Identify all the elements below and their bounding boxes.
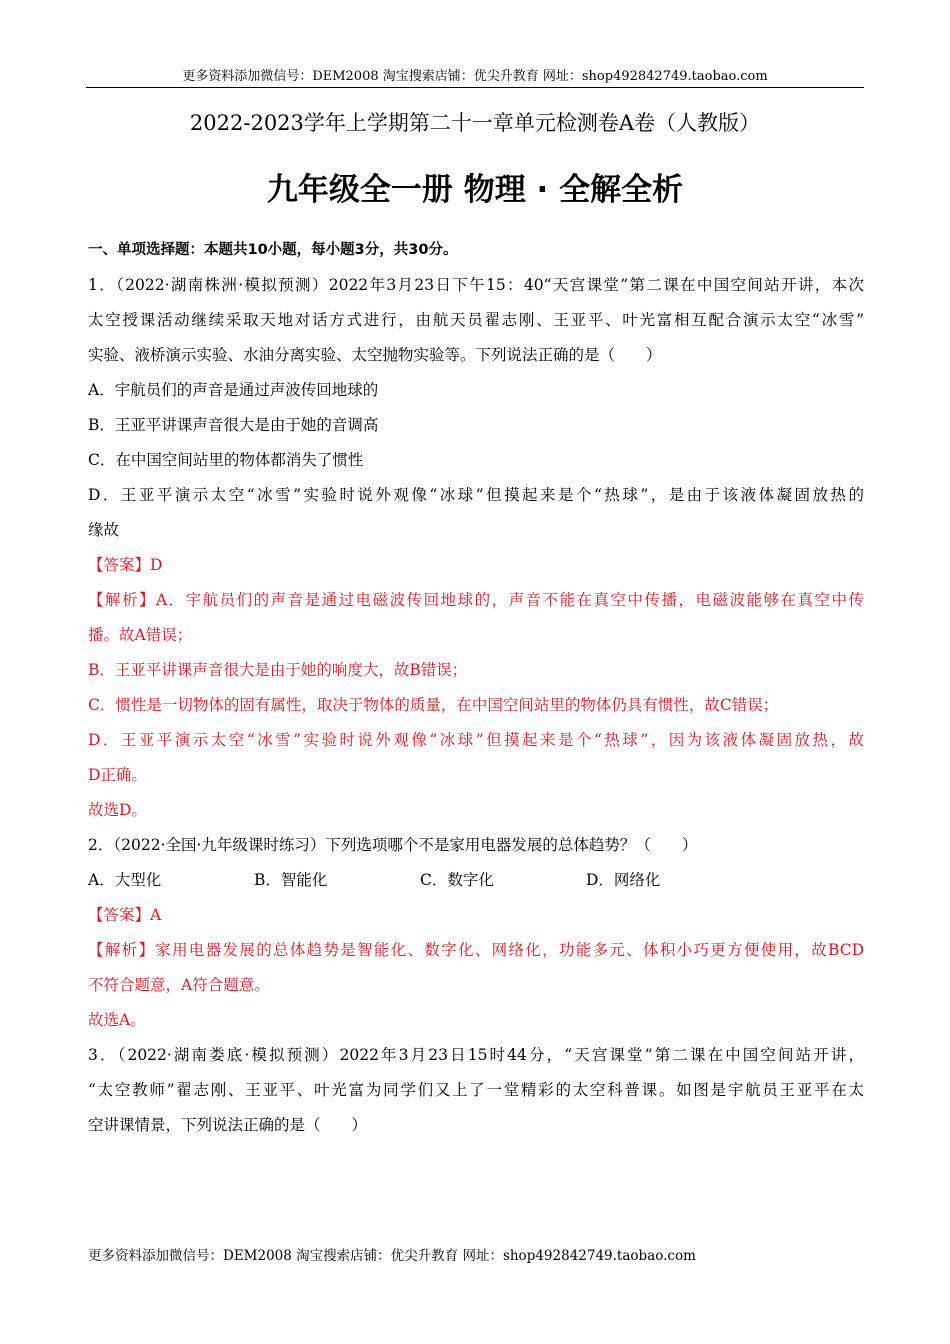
q1-option-d-line-1: D．王亚平演示太空“冰雪”实验时说外观像“冰球”但摸起来是个“热球”，是由于该液体凝固放热的 bbox=[88, 486, 864, 504]
q1-option-d-line-2: 缘故 bbox=[88, 521, 120, 539]
q2-stem: 2．（2022·全国·九年级课时练习）下列选项哪个不是家用电器发展的总体趋势？（ ） bbox=[88, 836, 698, 854]
q1-choice: 故选D。 bbox=[88, 801, 147, 819]
q2-option-c: C．数字化 bbox=[420, 871, 494, 889]
section-heading: 一、单项选择题：本题共10小题，每小题3分，共30分。 bbox=[88, 242, 458, 258]
q2-option-b: B．智能化 bbox=[254, 871, 328, 889]
q1-stem-line-3: 实验、液桥演示实验、水油分离实验、太空抛物实验等。下列说法正确的是（ ） bbox=[88, 346, 662, 364]
q2-choice: 故选A。 bbox=[88, 1011, 146, 1029]
q1-stem-line-1: 1．（2022·湖南株洲·模拟预测）2022年3月23日下午15：40“天宫课堂”第二课在中国空间站开讲，本次 bbox=[88, 276, 864, 294]
q2-options bbox=[88, 863, 864, 898]
q2-explanation-line-2: 不符合题意，A符合题意。 bbox=[88, 976, 270, 994]
q1-explanation-line-4: C．惯性是一切物体的固有属性，取决于物体的质量，在中国空间站里的物体仍具有惯性，故C错误； bbox=[88, 696, 779, 714]
q1-explanation-line-5: D．王亚平演示太空“冰雪”实验时说外观像“冰球”但摸起来是个“热球”，因为该液体凝固放热，故 bbox=[88, 731, 864, 749]
page-header: 更多资料添加微信号：DEM2008 淘宝搜索店铺：优尖升教育 网址：shop492842749.taobao.com bbox=[182, 69, 768, 84]
q1-explanation-line-6: D正确。 bbox=[88, 766, 147, 784]
q1-stem-line-2: 太空授课活动继续采取天地对话方式进行，由航天员翟志刚、王亚平、叶光富相互配合演示太空“冰雪” bbox=[88, 311, 864, 329]
exam-subtitle: 2022-2023学年上学期第二十一章单元检测卷A卷（人教版） bbox=[189, 111, 761, 135]
q2-explanation-line-1: 【解析】家用电器发展的总体趋势是智能化、数字化、网络化，功能多元、体积小巧更方便使用，故BCD bbox=[88, 941, 864, 959]
page-footer: 更多资料添加微信号：DEM2008 淘宝搜索店铺：优尖升教育 网址：shop492842749.taobao.com bbox=[88, 1248, 696, 1264]
q1-answer: 【答案】D bbox=[88, 556, 163, 574]
q1-explanation-line-1: 【解析】A．宇航员们的声音是通过电磁波传回地球的，声音不能在真空中传播，电磁波能够在真空中传 bbox=[88, 591, 864, 609]
q1-option-b: B．王亚平讲课声音很大是由于她的音调高 bbox=[88, 416, 379, 434]
page-title: 九年级全一册 物理 · 全解全析 bbox=[266, 172, 684, 208]
q1-explanation-line-3: B．王亚平讲课声音很大是由于她的响度大，故B错误； bbox=[88, 661, 468, 679]
q3-stem-line-2: “太空教师”翟志刚、王亚平、叶光富为同学们又上了一堂精彩的太空科普课。如图是宇航员王亚平在太 bbox=[88, 1081, 864, 1099]
q1-explanation-line-2: 播。故A错误； bbox=[88, 626, 193, 644]
q2-option-d: D．网络化 bbox=[586, 871, 661, 889]
q3-stem-line-3: 空讲课情景，下列说法正确的是（ ） bbox=[88, 1116, 368, 1134]
q1-option-c: C．在中国空间站里的物体都消失了惯性 bbox=[88, 451, 364, 469]
header-divider bbox=[86, 87, 864, 88]
q2-option-a: A．大型化 bbox=[88, 871, 162, 889]
q1-option-a: A．宇航员们的声音是通过声波传回地球的 bbox=[88, 381, 379, 399]
q2-answer: 【答案】A bbox=[88, 906, 162, 924]
q3-stem-line-1: 3．（2022·湖南娄底·模拟预测）2022年3月23日15时44分，“天宫课堂”第二课在中国空间站开讲， bbox=[88, 1046, 864, 1064]
document-body bbox=[88, 233, 864, 1143]
